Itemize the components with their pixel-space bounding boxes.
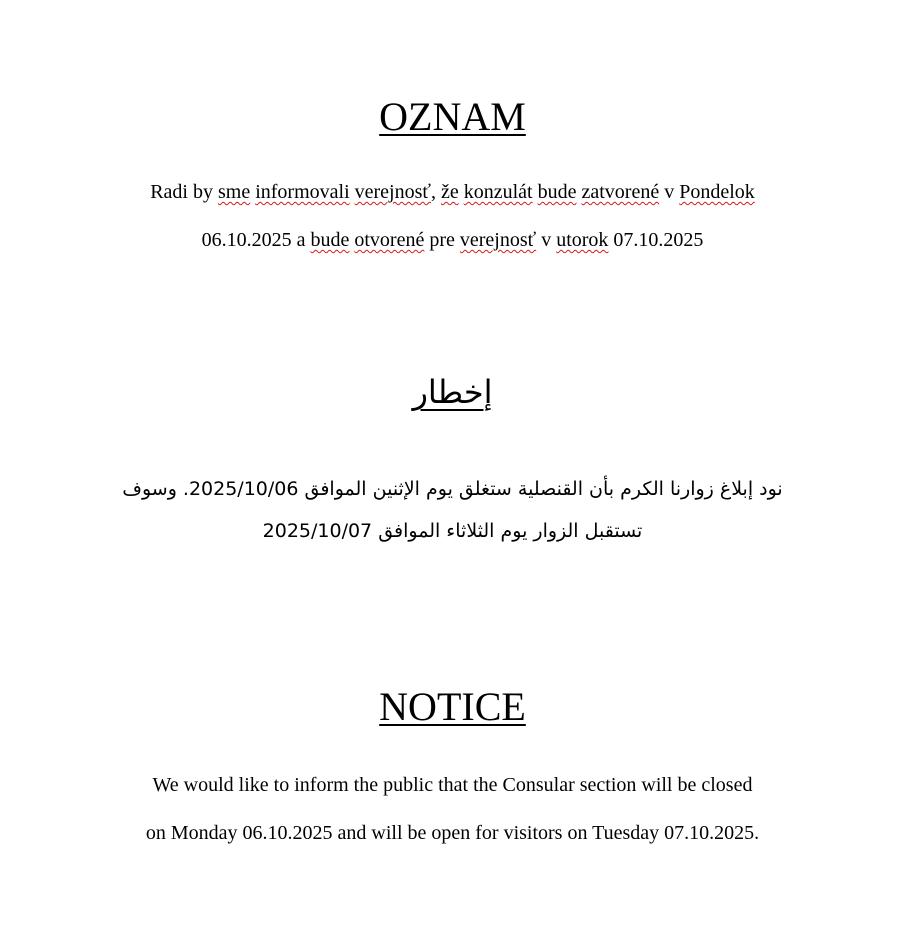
arabic-paragraph-line-1: نود إبلاغ زوارنا الكرم بأن القنصلية ستغلق يوم الإثنين الموافق 2025/10/06. وسوف (122, 478, 783, 500)
text-run: Radi by (150, 181, 218, 203)
english-paragraph-line-2: on Monday 06.10.2025 and will be open for visitors on Tuesday 07.10.2025. (145, 822, 760, 844)
arabic-paragraph-line-2: تستقبل الزوار يوم الثلاثاء الموافق 2025/10/07 (262, 520, 643, 542)
misspelled-word: otvorené (354, 229, 425, 251)
misspelled-word: zatvorené (581, 181, 660, 203)
slovak-paragraph-line-2 (0, 228, 905, 252)
english-notice-title: NOTICE (379, 684, 526, 729)
misspelled-word: že (440, 181, 459, 203)
text-run: , (430, 181, 441, 203)
arabic-notice-title: إخطار (412, 373, 493, 411)
misspelled-word: Pondelok (679, 181, 755, 203)
text-run: v (536, 229, 557, 251)
text-run: 06.10.2025 a (201, 229, 311, 251)
misspelled-word: bude (310, 229, 350, 251)
misspelled-word: bude (537, 181, 577, 203)
text-run: 07.10.2025 (608, 229, 704, 251)
text-run: v (659, 181, 680, 203)
misspelled-word: verejnosť (354, 181, 431, 203)
misspelled-word: konzulát (463, 181, 533, 203)
misspelled-word: informovali (255, 181, 350, 203)
misspelled-word: verejnosť (459, 229, 537, 251)
misspelled-word: utorok (556, 229, 609, 251)
text-run: pre (424, 229, 460, 251)
misspelled-word: sme (217, 181, 251, 203)
english-paragraph-line-1: We would like to inform the public that the Consular section will be closed (152, 774, 753, 796)
slovak-paragraph-line-1 (0, 180, 905, 204)
slovak-notice-title: OZNAM (379, 94, 526, 139)
